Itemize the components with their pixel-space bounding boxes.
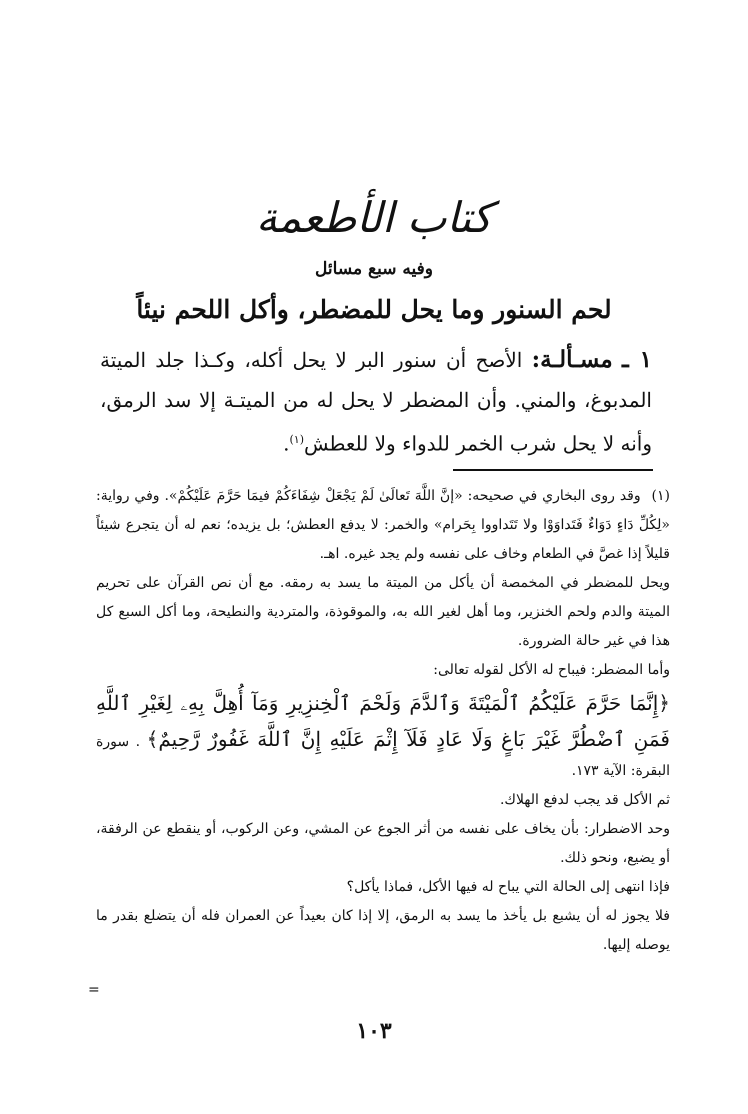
- issue-text: الأصح أن سنور البر لا يحل أكله، وكـذا جلد الميتة المدبوغ، والمني. وأن المضطر لا يحل له من الميتـة إلا سد الرمق، وأنه لا يحل شرب الخمر للدواء ولا للعطش: [100, 348, 652, 456]
- issue-end: .: [283, 431, 290, 456]
- footnote-paragraph-3: وأما المضطر: فيباح له الأكل لقوله تعالى:: [433, 662, 670, 678]
- footnote-text-1: وقد روى البخاري في صحيحه: «إنَّ اللَّهَ تَعالَىٰ لَمْ يَجْعَلْ شِفَاءَكُمْ فيمَا حَرَّمَ عَلَيْكُمْ». وفي رواية: «لِكُلِّ دَاءٍ دَوَاءٌ فَتَداوَوْا ولا تَتَداووا بِحَرام» والخمر: لا يدفع العطش؛ بل يزيده؛ نعم له أن يتجرع شيئاً قليلاً إذا غصَّ في الطعام وخاف على نفسه ولم يجد غيره. اهـ.: [96, 488, 670, 562]
- issue-label: مسـألـة:: [531, 346, 613, 373]
- quran-verse-paragraph: [96, 685, 670, 786]
- subtitle: وفيه سبع مسائل: [315, 259, 433, 279]
- chapter-heading: لحم السنور وما يحل للمضطر، وأكل اللحم نيئاً: [136, 295, 612, 324]
- continuation-mark: =: [88, 982, 100, 998]
- issue-paragraph: [100, 340, 652, 464]
- footnote-ref: (١): [289, 433, 305, 446]
- footnote-paragraph-6: فإذا انتهى إلى الحالة التي يباح له فيها الأكل، فماذا يأكل؟: [346, 879, 670, 895]
- footnote-paragraph-4: ثم الأكل قد يجب لدفع الهلاك.: [499, 792, 670, 808]
- footnote-paragraph-5: وحد الاضطرار: بأن يخاف على نفسه من أثر الجوع عن المشي، وعن الركوب، أو ينقطع عن الرفقة، أو يضيع، ونحو ذلك.: [96, 821, 670, 866]
- footnote-paragraph-7: فلا يجوز له أن يشبع بل يأخذ ما يسد به الرمق، إلا إذا كان بعيداً عن العمران فله أن يتضلع بقدر ما يوصله إليها.: [96, 908, 670, 953]
- page-number: ١٠٣: [356, 1018, 392, 1044]
- quran-verse: ﴿إِنَّمَا حَرَّمَ عَلَيْكُمُ ٱلْمَيْتَةَ وَٱلدَّمَ وَلَحْمَ ٱلْخِنزِيرِ وَمَآ أُهِلَّ بِهِۦ لِغَيْرِ ٱللَّهِ فَمَنِ ٱضْطُرَّ غَيْرَ بَاغٍ وَلَا عَادٍ فَلَآ إِثْمَ عَلَيْهِ إِنَّ ٱللَّهَ غَفُورٌ رَّحِيمٌ﴾: [96, 691, 670, 751]
- footnote-paragraph-2: ويحل للمضطر في المخمصة أن يأكل من الميتة ما يسد به رمقه. مع أن نص القرآن على تحريم الميتة والدم ولحم الخنزير، وما أهل لغير الله به، والموقوذة، والمتردية والنطيحة، وما أكل السبع كل هذا في غير حالة الضرورة.: [96, 575, 670, 649]
- footnote-divider: [453, 469, 653, 471]
- footnote-paragraph-1: [96, 482, 670, 569]
- quran-reference: . سورة البقرة: الآية ١٧٣.: [96, 734, 670, 779]
- book-title: كتاب الأطعمة: [255, 193, 493, 242]
- footnotes: [96, 482, 670, 960]
- issue-number: ١ ـ: [622, 346, 652, 373]
- footnote-number: (١): [651, 488, 671, 504]
